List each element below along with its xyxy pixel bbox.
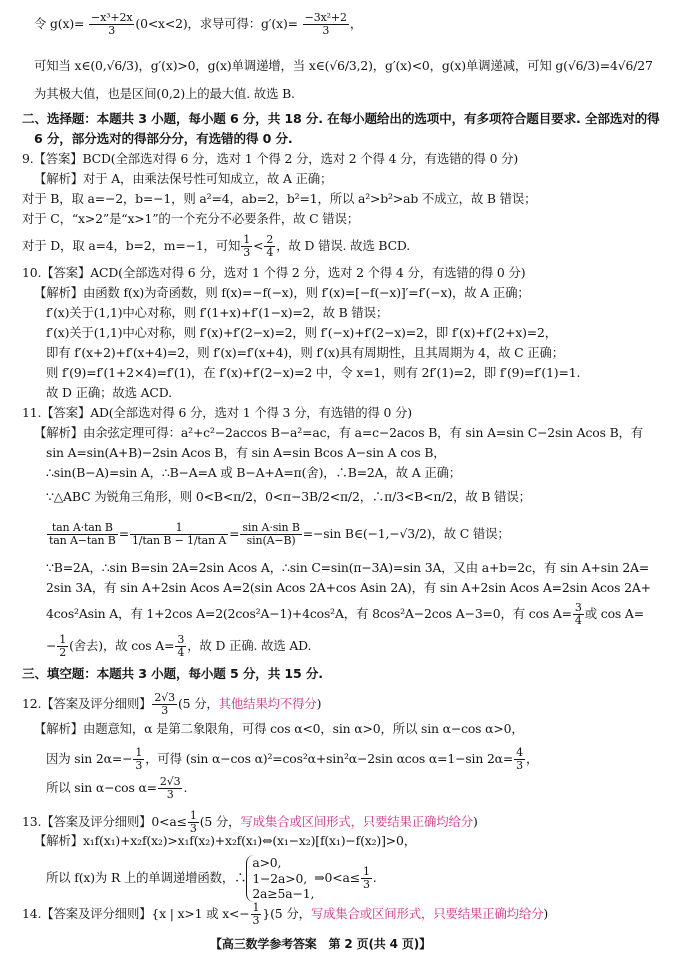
q11-analysis-b: sin A=sin(A+B)−2sin Acos B，有 sin A=sin Bcos A−sin A cos B，	[46, 445, 446, 460]
fraction: $\frac{1}{3}$	[243, 233, 251, 260]
q11-analysis-d: ∵△ABC 为锐角三角形，则 0<B<π/2，0<π−3B/2<π/2，∴π/3<B<π/2，故 B 错误；	[46, 489, 531, 504]
fraction: $\frac{\text{−3x²+2}}{3}$	[304, 11, 347, 38]
fraction: $\frac{2√3}{3}$	[159, 775, 181, 802]
line-g-def: 令 g(x)= $\frac{\text{−x³+2x}}{3}$ (0<x<2)，求导可得：g′(x)= $\frac{\text{−3x²+2}}{3}$ ，	[34, 11, 363, 38]
section-2-heading: 二、选择题：本题共 3 小题，每小题 6 分，共 18 分. 在每小题给出的选项中，有多项符合题目要求. 全部选对的得	[22, 111, 660, 126]
q10-answer: 10.【答案】ACD(全部选对得 6 分，选对 1 个得 2 分，选对 2 个得 4 分，有选错的得 0 分)	[22, 265, 526, 280]
q11-analysis-tan: $\frac{\text{tan A·tan B}}{\text{tan A−tan B}}$ = $\frac{1}{\text{1/tan B − 1/tan A}}$ = $\frac{\text{sin A·sin B}}{\sin(A-B)}$ =−sin B∈(−1,−√3/2)，故 C 错误；	[49, 521, 510, 548]
fraction: $\frac{1}{3}$	[252, 901, 260, 928]
q11-answer: 11.【答案】AD(全部选对得 6 分，选对 1 个得 3 分，有选错的得 0 分)	[22, 405, 412, 420]
q9-analysis-d: 对于 D，取 a=4，b=2，m=−1，可知 $\frac{1}{3}$ < $\frac{2}{4}$ ，故 D 错误. 故选 BCD.	[22, 233, 411, 260]
line-monotonic: 可知当 x∈(0,√6/3)，g′(x)>0，g(x)单调递增，当 x∈(√6/3,2)，g′(x)<0，g(x)单调递减，可知 g(√6/3)=4√6/27	[34, 58, 653, 73]
q10-analysis-e: 则 f′(9)=f′(1+2×4)=f′(1)，在 f′(x)+f′(2−x)=2 中，令 x=1，则有 2f′(1)=2，即 f′(9)=f′(1)=1.	[46, 365, 581, 380]
q10-analysis-b: f′(x)关于(1,1)中心对称，则 f′(1+x)+f′(1−x)=2，故 B 错误；	[46, 305, 389, 320]
fraction: $\frac{1}{3}$	[189, 809, 197, 836]
q10-analysis-a: 【解析】由函数 f(x)为奇函数，则 f(x)=−f(−x)，则 f′(x)=[−f(−x)]′=f′(−x)，故 A 正确；	[34, 285, 530, 300]
scoring-note: 其他结果均不得分	[218, 696, 317, 712]
fraction: $\frac{2√3}{3}$	[154, 691, 175, 718]
line-max-value: 为其极大值，也是区间(0,2)上的最大值. 故选 B.	[34, 86, 295, 101]
fraction: $\frac{\text{−x³+2x}}{3}$	[91, 11, 133, 38]
fraction: $\frac{3}{4}$	[574, 601, 582, 628]
fraction: $\frac{\text{tan A·tan B}}{\text{tan A−tan B}}$	[49, 521, 116, 548]
scoring-note: 写成集合或区间形式，只要结果正确均给分	[310, 906, 544, 922]
q10-analysis-f: 故 D 正确；故选 ACD.	[46, 385, 172, 400]
q13-analysis-a: 【解析】x₁f(x₁)+x₂f(x₂)>x₁f(x₂)+x₂f(x₁)⇔(x₁−x₂)[f(x₁)−f(x₂)]>0，	[34, 833, 416, 848]
fraction: $\frac{1}{\text{1/tan B − 1/tan A}}$	[131, 521, 227, 548]
q9-analysis-a: 【解析】对于 A，由乘法保号性可知成立，故 A 正确；	[34, 171, 333, 186]
scoring-note: 写成集合或区间形式，只要结果正确均给分	[240, 814, 473, 830]
fraction: $\frac{1}{2}$	[59, 633, 67, 660]
fraction: $\frac{\text{sin A·sin B}}{\sin(A-B)}$	[242, 521, 300, 548]
q12-analysis-b: 因为 sin 2α=− $\frac{1}{3}$ ，可得 (sin α−cos α)²=cos²α+sin²α−2sin αcos α=1−sin 2α= $\frac{4}{3}$ ，	[46, 746, 539, 773]
q11-analysis-a: 【解析】由余弦定理可得：a²+c²−2accos B−a²=ac，有 a=c−2acos B，有 sin A=sin C−2sin Acos B，有	[34, 425, 644, 440]
q10-analysis-d: 即有 f′(x+2)+f′(x+4)=2，则 f′(x)=f′(x+4)，则 f′(x)具有周期性，且其周期为 4，故 C 正确；	[46, 345, 564, 360]
q14-answer: 14.【答案及评分细则】{x | x>1 或 x<− $\frac{1}{3}$ }(5 分，写成集合或区间形式，只要结果正确均给分)	[22, 901, 549, 928]
q9-analysis-c: 对于 C，“x>2”是“x>1”的一个充分不必要条件，故 C 错误；	[22, 211, 359, 226]
fraction: $\frac{4}{3}$	[516, 746, 523, 773]
page-footer: 【高三数学参考答案 第 2 页(共 4 页)】	[210, 937, 431, 951]
q11-analysis-h: − $\frac{1}{2}$ (舍去)，故 cos A= $\frac{3}{4}$ ，故 D 正确. 故选 AD.	[46, 633, 312, 660]
equation-system: a>0, 1−2a>0, 2a≥5a−1,	[246, 855, 314, 902]
q12-analysis-a: 【解析】由题意知，α 是第二象限角，可得 cos α<0，sin α>0，所以 sin α−cos α>0，	[34, 721, 524, 736]
q9-answer: 9.【答案】BCD(全部选对得 6 分，选对 1 个得 2 分，选对 2 个得 4 分，有选错的得 0 分)	[22, 151, 519, 166]
q12-answer: 12.【答案及评分细则】 $\frac{2√3}{3}$ (5 分，其他结果均不得分)	[22, 691, 322, 718]
section-2-heading-cont: 6 分，部分选对的得部分分，有选错的得 0 分.	[34, 131, 293, 146]
q11-analysis-f: 2sin 3A，有 sin A+2sin Acos A=2(sin Acos 2A+cos Asin 2A)，有 sin A+2sin Acos A=2sin Acos 2A+	[46, 580, 651, 595]
q13-analysis-b: 所以 f(x)为 R 上的单调递增函数，∴ a>0, 1−2a>0, 2a≥5a−1, ⇒0<a≤ $\frac{1}{3}$ .	[46, 855, 377, 901]
q10-analysis-c: f′(x)关于(1,1)中心对称，则 f′(x)+f′(2−x)=2，则 f′(−x)+f′(2−x)=2，即 f′(x)+f′(2+x)=2，	[46, 325, 557, 340]
q13-answer: 13.【答案及评分细则】0<a≤ $\frac{1}{3}$ (5 分，写成集合或区间形式，只要结果正确均给分)	[22, 809, 478, 836]
fraction: $\frac{1}{3}$	[135, 746, 143, 773]
fraction: $\frac{2}{4}$	[266, 233, 274, 260]
q12-analysis-c: 所以 sin α−cos α= $\frac{2√3}{3}$ .	[46, 775, 188, 802]
section-3-heading: 三、填空题：本题共 3 小题，每小题 5 分，共 15 分.	[22, 666, 323, 681]
fraction: $\frac{1}{3}$	[362, 864, 370, 891]
q11-analysis-c: ∴sin(B−A)=sin A，∴B−A=A 或 B−A+A=π(舍)，∴B=2A，故 A 正确；	[46, 465, 462, 480]
q11-analysis-e: ∵B=2A，∴sin B=sin 2A=2sin Acos A，∴sin C=sin(π−3A)=sin 3A，又由 a+b=2c，有 sin A+sin 2A=	[46, 560, 650, 575]
q9-analysis-b: 对于 B，取 a=−2，b=−1，则 a²=4，ab=2，b²=1，所以 a²>b²>ab 不成立，故 B 错误；	[22, 191, 537, 206]
fraction: $\frac{3}{4}$	[177, 633, 185, 660]
q11-analysis-g: 4cos²Asin A，有 1+2cos A=2(2cos²A−1)+4cos²A，有 8cos²A−2cos A−3=0，有 cos A= $\frac{3}{4}$ 或 cos A=	[46, 601, 644, 628]
